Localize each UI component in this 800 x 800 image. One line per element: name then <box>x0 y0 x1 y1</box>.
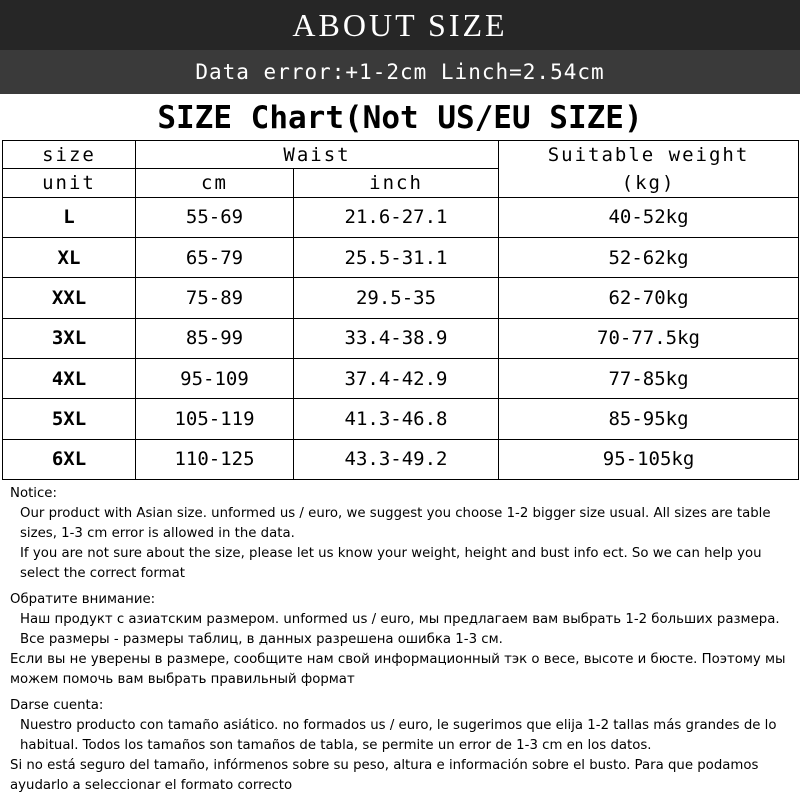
size-table <box>2 140 799 480</box>
notes-spanish-paragraph-2: Si no está seguro del tamaño, infórmenos sobre su peso, altura e información sobre el busto. Para que podamos ayudarlo a seleccionar el formato correcto <box>10 758 759 793</box>
notes-spanish <box>10 696 796 796</box>
notes-spanish-heading: Darse cuenta: <box>10 698 104 713</box>
table-header-row-1 <box>3 141 799 169</box>
size-cell: 3XL <box>3 318 136 358</box>
weight-cell: 77-85kg <box>499 358 799 398</box>
size-cell: L <box>3 197 136 237</box>
table-row <box>3 197 799 237</box>
cm-cell: 95-109 <box>136 358 294 398</box>
table-row <box>3 399 799 439</box>
table-row <box>3 439 799 479</box>
cm-cell: 75-89 <box>136 278 294 318</box>
unit-header: unit <box>3 169 136 197</box>
notes-spanish-paragraph-1: Nuestro producto con tamaño asiático. no formados us / euro, le sugerimos que elija 1-2 tallas más grandes de lo habitual. Todos los tamaños son tamaños de tabla, se permite un error de 1-3 cm en los datos. <box>20 718 777 753</box>
weight-cell: 95-105kg <box>499 439 799 479</box>
inch-cell: 29.5-35 <box>294 278 499 318</box>
inch-cell: 37.4-42.9 <box>294 358 499 398</box>
notes-russian <box>10 590 796 690</box>
cm-cell: 110-125 <box>136 439 294 479</box>
table-row <box>3 318 799 358</box>
cm-header: cm <box>136 169 294 197</box>
notes-english-paragraph-2: If you are not sure about the size, please let us know your weight, height and bust info ect. So we can help you select the correct format <box>20 546 762 581</box>
size-cell: 6XL <box>3 439 136 479</box>
waist-header: Waist <box>136 141 499 169</box>
inch-cell: 25.5-31.1 <box>294 237 499 277</box>
size-cell: 5XL <box>3 399 136 439</box>
inch-cell: 21.6-27.1 <box>294 197 499 237</box>
cm-cell: 65-79 <box>136 237 294 277</box>
weight-header-line1: Suitable weight <box>547 143 750 166</box>
size-cell: 4XL <box>3 358 136 398</box>
weight-cell: 85-95kg <box>499 399 799 439</box>
inch-header: inch <box>294 169 499 197</box>
notes-russian-heading: Обратите внимание: <box>10 592 156 607</box>
weight-cell: 62-70kg <box>499 278 799 318</box>
notes-english <box>10 484 796 584</box>
inch-cell: 43.3-49.2 <box>294 439 499 479</box>
inch-cell: 33.4-38.9 <box>294 318 499 358</box>
table-row <box>3 278 799 318</box>
size-cell: XL <box>3 237 136 277</box>
table-row <box>3 237 799 277</box>
notes-russian-paragraph-1: Наш продукт с азиатским размером. unformed us / euro, мы предлагаем вам выбрать 1-2 больших размера. Все размеры - размеры таблиц, в данных разрешена ошибка 1-3 см. <box>20 612 780 647</box>
cm-cell: 85-99 <box>136 318 294 358</box>
weight-cell: 70-77.5kg <box>499 318 799 358</box>
notes-russian-paragraph-2: Если вы не уверены в размере, сообщите нам свой информационный тэк о весе, высоте и бюсте. Поэтому мы можем помочь вам выбрать правильный формат <box>10 652 786 687</box>
chart-title: SIZE Chart(Not US/EU SIZE) <box>157 100 643 136</box>
weight-cell: 52-62kg <box>499 237 799 277</box>
weight-header <box>499 141 799 198</box>
header-title: ABOUT SIZE <box>0 0 800 50</box>
cm-cell: 105-119 <box>136 399 294 439</box>
header-subtitle: Data error:+1-2cm Linch=2.54cm <box>0 50 800 94</box>
weight-header-line2: (kg) <box>621 171 676 194</box>
table-row <box>3 358 799 398</box>
size-header: size <box>3 141 136 169</box>
weight-cell: 40-52kg <box>499 197 799 237</box>
size-cell: XXL <box>3 278 136 318</box>
inch-cell: 41.3-46.8 <box>294 399 499 439</box>
cm-cell: 55-69 <box>136 197 294 237</box>
notes <box>10 484 796 800</box>
notes-english-paragraph-1: Our product with Asian size. unformed us / euro, we suggest you choose 1-2 bigger size usual. All sizes are table sizes, 1-3 cm error is allowed in the data. <box>20 506 771 541</box>
notes-english-heading: Notice: <box>10 486 57 501</box>
